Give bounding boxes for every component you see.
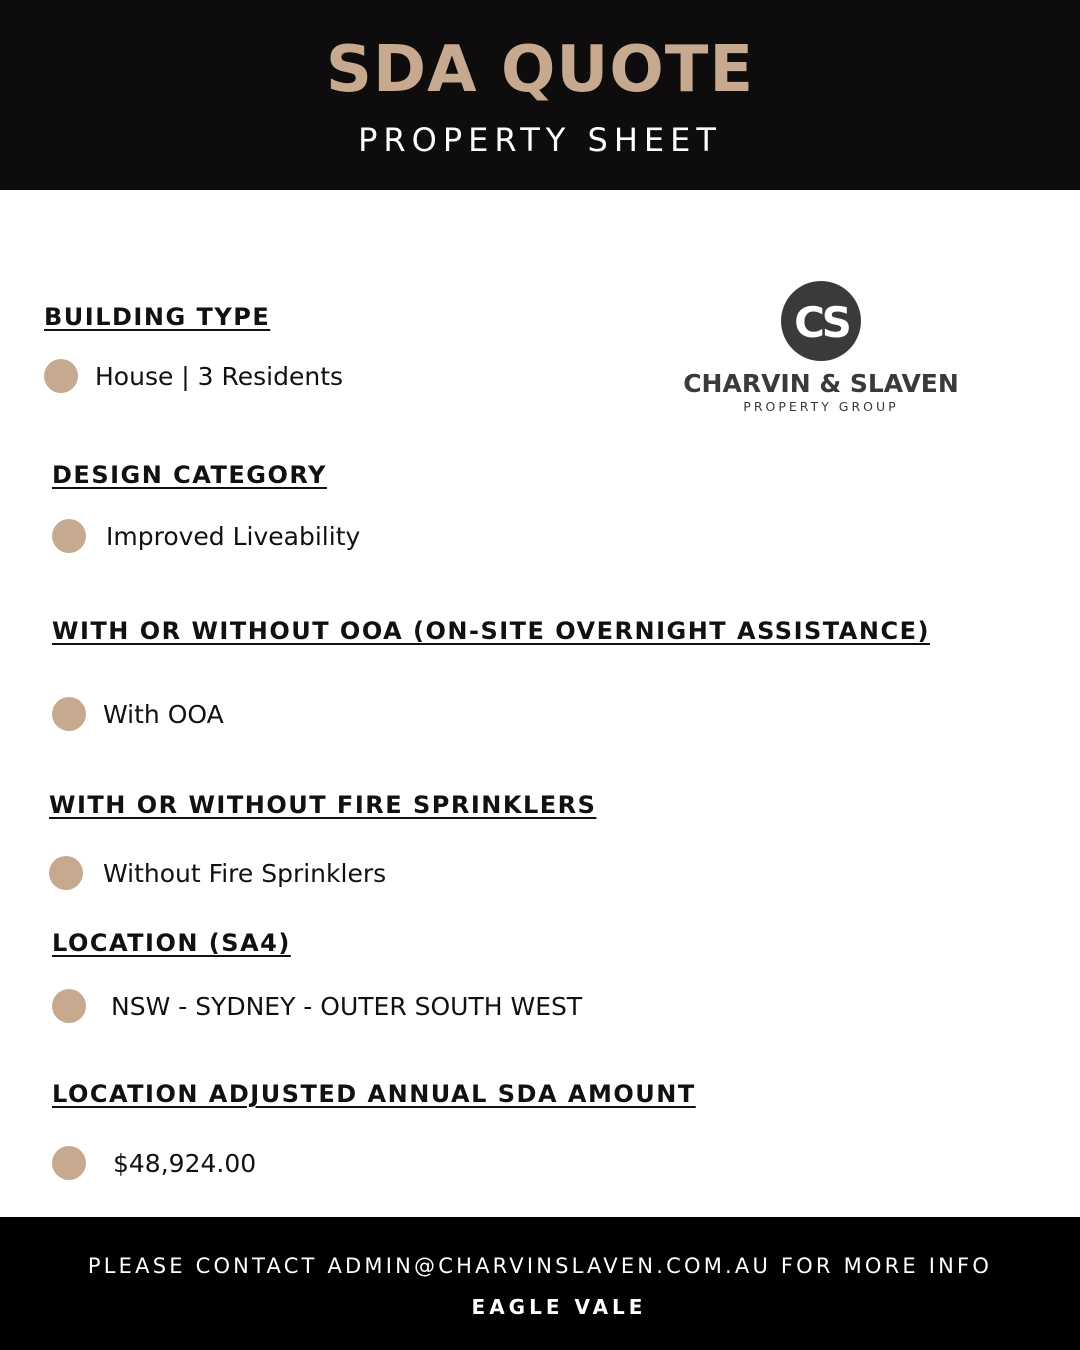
svg-text:PROPERTY GROUP: PROPERTY GROUP bbox=[743, 399, 899, 414]
bullet-dot bbox=[44, 359, 78, 393]
list-item-sda-amount bbox=[52, 1145, 256, 1181]
list-item-location bbox=[52, 988, 582, 1024]
page-title: SDA QUOTE bbox=[325, 33, 755, 107]
section-heading-building-type: BUILDING TYPE bbox=[44, 303, 271, 331]
header-banner bbox=[0, 0, 1080, 190]
list-item-design-category bbox=[52, 518, 360, 554]
list-item-building-type bbox=[44, 358, 343, 394]
bullet-dot bbox=[52, 989, 86, 1023]
building-type-value: House | 3 Residents bbox=[95, 361, 344, 391]
list-item-ooa bbox=[52, 696, 224, 732]
bullet-dot bbox=[52, 519, 86, 553]
section-heading-location: LOCATION (SA4) bbox=[52, 929, 291, 957]
cs-monogram-icon bbox=[680, 278, 970, 418]
fire-sprinklers-value: Without Fire Sprinklers bbox=[103, 858, 387, 888]
ooa-value: With OOA bbox=[103, 699, 224, 729]
page-subtitle: PROPERTY SHEET bbox=[358, 121, 722, 159]
svg-text:CS: CS bbox=[794, 298, 848, 347]
suburb-name: EAGLE VALE bbox=[471, 1295, 647, 1319]
location-value: NSW - SYDNEY - OUTER SOUTH WEST bbox=[111, 991, 583, 1021]
section-heading-ooa: WITH OR WITHOUT OOA (ON-SITE OVERNIGHT ASSISTANCE) bbox=[52, 617, 930, 645]
list-item-fire-sprinklers bbox=[49, 855, 386, 891]
svg-text:CHARVIN & SLAVEN: CHARVIN & SLAVEN bbox=[683, 369, 959, 398]
section-heading-sda-amount: LOCATION ADJUSTED ANNUAL SDA AMOUNT bbox=[52, 1080, 696, 1108]
bullet-dot bbox=[49, 856, 83, 890]
company-logo bbox=[680, 278, 970, 418]
sda-amount-value: $48,924.00 bbox=[113, 1148, 257, 1178]
contact-info: PLEASE CONTACT ADMIN@CHARVINSLAVEN.COM.AU FOR MORE INFO bbox=[87, 1254, 993, 1278]
section-heading-design-category: DESIGN CATEGORY bbox=[52, 461, 327, 489]
footer-banner bbox=[0, 1217, 1080, 1350]
bullet-dot bbox=[52, 1146, 86, 1180]
design-category-value: Improved Liveability bbox=[106, 521, 361, 551]
bullet-dot bbox=[52, 697, 86, 731]
section-heading-fire-sprinklers: WITH OR WITHOUT FIRE SPRINKLERS bbox=[49, 791, 597, 819]
